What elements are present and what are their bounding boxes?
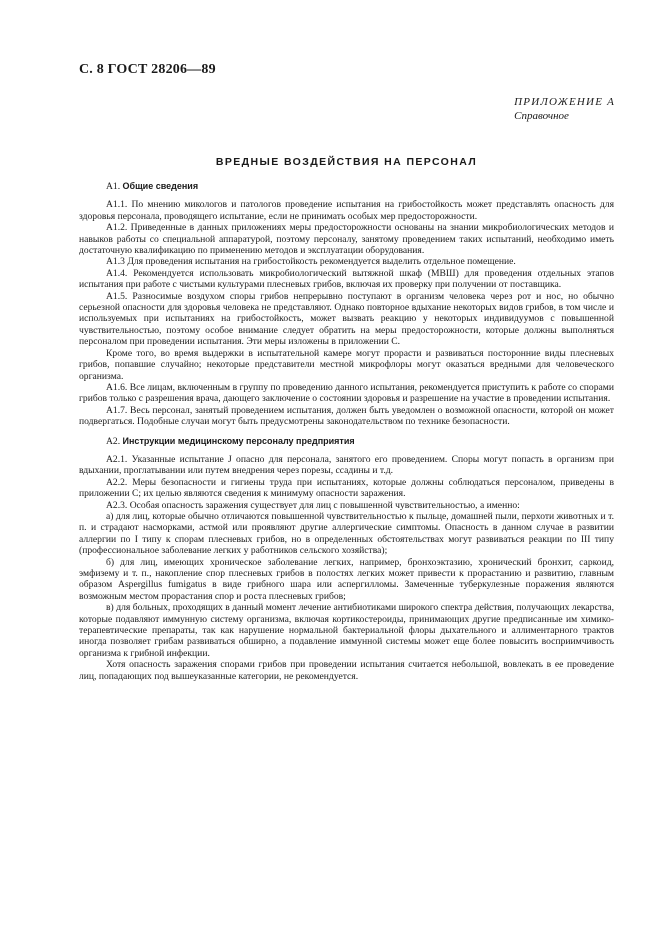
paragraph: А2.3. Особая опасность заражения существует для лиц с повышенной чувствительностью, а именно: [106,499,520,511]
document-body [79,181,614,682]
section-title: Инструкции медицинскому персоналу предприятия [122,435,355,446]
paragraph: в) для больных, проходящих в данный момент лечение антибиотиками широкого спектра действия, получающих лекарства, которые подавляют иммунную систему организма, включая кортикостероиды, принимающих другие предписанные им химико-терапевтические препараты, так как нарушение нормальной бактериальной флоры дыхательного и аллиментарного трактов иногда позволяет грибам развиваться обширно, а подавление иммунной системы может еще более повысить восприимчивость организма к грибной инфекции. [79,602,614,659]
paragraph: б) для лиц, имеющих хроническое заболевание легких, например, бронхоэктазию, хронический бронхит, саркоид, эмфизему и т. п., накопление спор плесневых грибов в полостях легких может привести к прорастанию и развитию, главным образом Aspergillus fumigatus в виде грибного шара или аспергилломы. Замеченные туберкулезные поражения являются возможным местом прорастания спор и роста плесневых грибов; [79,556,614,602]
paragraph: А1.3 Для проведения испытания на грибостойкость рекомендуется выделить отдельное помещение. [106,256,516,268]
appendix-label [514,95,615,123]
appendix-type: Справочное [514,110,569,122]
paragraph: Хотя опасность заражения спорами грибов при проведении испытания считается небольшой, вовлекать в ее проведение лиц, попадающих под вышеуказанные категории, не рекомендуется. [79,659,614,682]
section-number: А2. [106,435,121,447]
document-title: ВРЕДНЫЕ ВОЗДЕЙСТВИЯ НА ПЕРСОНАЛ [215,156,478,168]
paragraph: А1.1. По мнению микологов и патологов проведение испытания на грибостойкость может представлять опасность для здоровья персонала, проводящего испытание, если не принимать особых мер предосторожности. [79,199,614,222]
paragraph: А2.2. Меры безопасности и гигиены труда при испытаниях, которые должны соблюдаться персоналом, приведены в приложении С; их целью являются сведения к минимуму опасности заражения. [79,476,614,500]
paragraph: А2.1. Указанные испытание J опасно для персонала, занятого его проведением. Споры могут попасть в организм при вдыхании, проглатывании или путем внедрения через порезы, ссадины и т.д. [79,453,614,477]
page-header: С. 8 ГОСТ 28206—89 [79,62,216,77]
paragraph: А1.5. Разносимые воздухом споры грибов непрерывно поступают в организм человека через рот и нос, но обычно серьезной опасности для здоровья человека не представляют. Однако повторное вдыхание некоторых видов грибов, в том числе и используемых при испытаниях на грибостойкость, может вызвать реакцию у некоторых индивидуумов с повышенной чувствительностью, поэтому особое внимание следует обратить на меры предосторожности, которые должны выполняться персоналом при проведении испытания. Эти меры изложены в приложении С. [79,290,614,348]
section-heading [79,436,614,447]
paragraph: Кроме того, во время выдержки в испытательной камере могут прорасти и развиваться посторонние виды плесневых грибов, попавшие случайно; некоторые представители местной микрофлоры могут оказаться вредными для человеческого организма. [79,347,614,382]
section-number: А1. [106,181,121,192]
paragraph: а) для лиц, которые обычно отличаются повышенной чувствительностью к пыльце, домашней пыли, перхоти животных и т. п. и страдают насморками, астмой или проявляют другие аллергические симптомы. Опасность в данном случае в развитии аллергии по I типу к спорам плесневых грибов, но в определенных обстоятельствах могут развиваться реакции по III типу (профессиональное заболевание легких у работников сельского хозяйства); [79,510,614,557]
section-title: Общие сведения [122,181,199,191]
appendix-number: ПРИЛОЖЕНИЕ А [514,96,615,108]
paragraph: А1.2. Приведенные в данных приложениях меры предосторожности основаны на знании микробиологических методов и навыков работы со специальной аппаратурой, поэтому персоналу, занятому проведением таких испытаний, необходимо иметь достаточную квалификацию по применению методов и эксплуатации оборудования. [79,222,614,257]
paragraph: А1.6. Все лицам, включенным в группу по проведению данного испытания, рекомендуется приступить к работе со спорами грибов только с разрешения врача, дающего заключение о состоянии здоровья и разрешение на участие в проведении испытания. [79,381,614,405]
paragraph: А1.4. Рекомендуется использовать микробиологический вытяжной шкаф (МВШ) для проведения отдельных этапов испытания при работе с чистыми культурами плесневых грибов, включая их проверку при получении от поставщика. [79,267,614,291]
paragraph: А1.7. Весь персонал, занятый проведением испытания, должен быть уведомлен о возможной опасности, которой он может подвергаться. Подобные случаи могут быть предусмотрены законодательством по технике безопасности. [79,404,614,428]
section-heading [79,181,614,192]
